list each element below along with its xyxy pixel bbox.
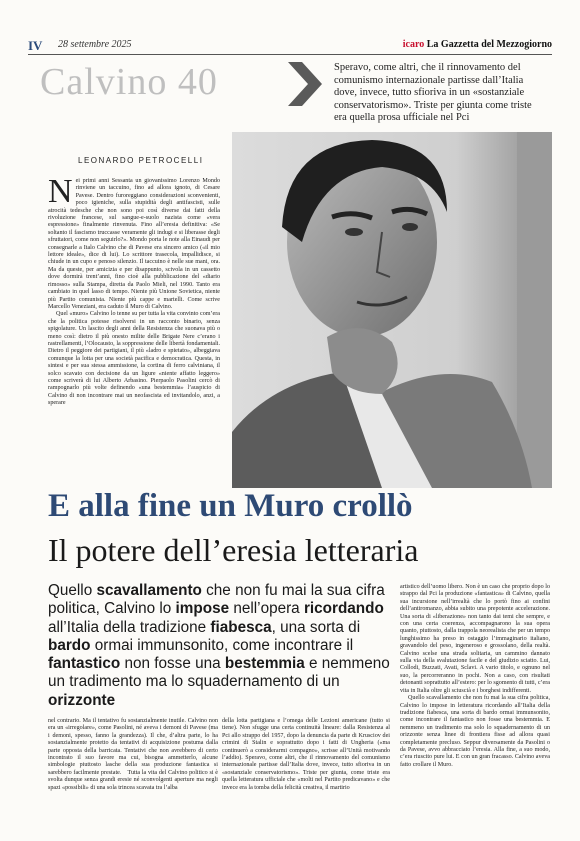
page-header [28, 38, 552, 52]
article-body-bottom-2: della lotta partigiana e l’omega delle Lezioni americane (tutto si tiene). Non sfugge una certa continuità lineare: dalla Resistenza al Pci allo strappo del 1957, dopo la denuncia da parte di Krusciov dei crimini di Stalin e soprattutto dopo i fatti di Ungheria («ma continuerò a considerarmi compagno», scrisse all’Unità motivando l’addio). Speravo, come altri, che il rinnovamento del comunismo internazionale partisse dall’Italia dove, invece, tutto sfioriva in un «sostanziale conservatorismo». Triste per giunta, come triste era quella letteratura ufficiale che «molti nel Partito predicavano» e che invece era la tomba della felicità creativa, il martirio [222, 718, 390, 791]
chevron-right-icon [288, 62, 322, 106]
drop-cap: N [48, 173, 73, 210]
author-byline: LEONARDO PETROCELLI [78, 156, 204, 165]
lead-emphasis: ricordando [303, 600, 384, 618]
lead-text: all’Italia della tradizione [48, 618, 211, 636]
masthead [403, 39, 552, 50]
lead-emphasis: bardo [48, 636, 91, 654]
lead-text: , una sorta di [271, 618, 361, 636]
paragraph: Quello scavallamento che non fu mai la sua cifra politica, Calvino lo impose in letteratura ricordando all’Italia della tradizione fiabesca, una sorta di bardo ormai immunsonito, come incontrare il fantastico non fosse una bestemmia. E nemmeno un tradimento ma solo lo squadernamento di un orizzonte senza linee di frontiera fisse ad allora quasi completamente precluso. Seppur diversamente da Pasolini o da Pavese, avvo abbracciato l’eresia. Alla fine, a suo modo, c’era riuscito pure lui. E con un gran fracasso. Calvino aveva fatto crollare il Muro. [400, 695, 550, 768]
article-body-bottom-1: nel contrario. Ma il tentativo fu sostanzialmente inutile. Calvino non era un «irregolare», come Pasolini, né aveva i demoni di Pavese (ma i demoni, spesso, fanno la grandezza). Il che, d’altra parte, lo ha sostanzialmente protetto da tentativi di acquisizione postuma dalla parte opposta della barricata. Tentativi che non avrebbero di certo incontrato il suo favore ma cui, bisogna ammetterlo, alcune simbologie piuttosto lasche della sua produzione fantastica si sarebbero facilmente prestate. Tutta la vita del Calvino politico si è svolta dunque senza grandi eresie né sconvolgenti aperture ma negli spazi «possibili» di una sola trincea scavata tra l’alba [48, 718, 218, 791]
lead-text: e nemmeno un tradimento ma lo squadernamento di un [48, 655, 390, 691]
article-body-column-1 [48, 173, 220, 408]
section-title: Calvino 40 [40, 61, 218, 103]
masthead-brand: icaro [402, 39, 425, 50]
headline-secondary: Il potere dell’eresia letteraria [48, 532, 419, 568]
portrait-illustration [232, 132, 552, 488]
lead-text: Quello [48, 582, 97, 599]
lead-text: che non fu mai la sua cifra politica, Calvino lo [48, 582, 385, 618]
lead-emphasis: orizzonte [48, 691, 116, 709]
lead-emphasis: impose [175, 600, 230, 618]
masthead-paper: La Gazzetta del Mezzogiorno [424, 39, 552, 50]
lead-paragraph [48, 582, 390, 710]
lead-emphasis: fantastico [48, 655, 121, 673]
portrait-photo [232, 132, 552, 488]
header-rule [28, 54, 552, 55]
pull-quote: Speravo, come altri, che il rinnovamento del comunismo internazionale partisse dall’Italia dove, invece, tutto sfioriva in un «sostanziale conservatorismo». Triste per giunta come triste era quella prosa ufficiale nel Pci [334, 62, 532, 123]
lead-emphasis: scavallamento [96, 582, 202, 599]
lead-emphasis: fiabesca [210, 618, 272, 636]
article-body-column-right [400, 584, 550, 769]
page-number: IV [28, 38, 43, 53]
paragraph: ei primi anni Sessanta un giovanissimo Lorenzo Mondo rinviene un taccuino, fino ad allora ignoto, di Cesare Pavese. Dentro furoreggiano considerazioni sconvenienti, poco igieniche, sulla stupidità degli antifascisti, sulle atrocità tedesche che non sono poi così diverse dai fatti della rivoluzione francese, sul sangue-e-suolo nazista come «vera espressione» finalmente rinvenuta. Fino all’eresia definitiva: «Se soltanto il fascismo truccasse veramente gli indugi e si liberasse degli sfruttatori, come non seguirlo?». Mondo porta le note alla Einaudi per consegnarle a Italo Calvino che di Pavese era sincero amico («il mio lettore ideale», dice di lui). Lo scrittore trasecola, impallidisce, si chiude in un cupo e penoso silenzio. Il taccuino è nelle sue mani, ora. Ma da queste, per amicizia e per disappunto, scivola in un cassetto dove dormirà trent’anni, fino cioè alla pubblicazione del «diario rimosso» sulla Stampa, diretta da Paolo Mieli, nel 1990. Tanto era cambiato in quel lasso di tempo. Niente più Unione Sovietica, niente più Partito comunista. Niente più cappe e martelli. Come scrive Marcello Veneziani, era caduto il Muro di Calvino. [48, 178, 220, 310]
lead-text: nell’opera [229, 600, 304, 618]
lead-text: non fosse una [120, 655, 225, 673]
paragraph: Quel «muro» Calvino lo tenne su per tutta la vita convinto com’era che la politica potesse risolversi in un racconto binario, senza spigolature. Un lascito degli anni della Resistenza che suonava più o meno così: dietro il più onesto milite delle Brigate Nere c’erano i rastrellamenti, l’Olocausto, la soppressione delle libertà fondamentali. Dietro il peggiore dei partigiani, il più «ladro e spietato», albeggiava comunque la lotta per una società pacifica e democratica. Questa, in sintesi e per sua stessa ammissione, la cortina di ferro calviniana, il solco scavato con decisione da un ligure «niente affatto leggero» come scriverà di lui Alberto Arbasino. Pierpaolo Pasolini cercò di rampognarlo più volte definendo «una bestemmia» l’auspicio di Calvino di non incontrare mai un neofascista ed invitandolo, anzi, a sperare [48, 311, 220, 407]
issue-date: 28 settembre 2025 [58, 39, 132, 50]
lead-text: ormai immunsonito, come incontrare il [90, 636, 354, 654]
headline-primary: E alla fine un Muro crollò [48, 488, 413, 524]
paragraph: artistico dell’uomo libero. Non è un caso che proprio dopo lo strappo dal Pci la produzione «fantastica» di Calvino, quella sua incursione nell’irrealtà che lo portò fino ai confini dell’antiromanzo, abbia subito una prepotente accelerazione. Una sorta di «liberazione» non tanto dai temi che sempre, e con una certa coerenza, accompagnarono la sua opera quanto, piuttosto, dalla trappola neorealista che per un tempo lunghissimo ha preso in ostaggio l’immaginario italiano, gravandolo del peso, ingeneroso e grossolano, della realtà. Calvino scelse una strada solitaria, un cammino dannato sulla via della svalutazione facile e del giudizio sciatto. Lui, Collodi, Buzzati, Avati, Sclavi. A vario titolo, e ognuno nel suo, la percorreranno in pochi. Non a caso, con risultati detonanti soprattutto all’estero: per lo sgomento di tutti, c’era vita in Italia oltre gli sciuscià e i borghesi indifferenti. [400, 584, 550, 694]
lead-emphasis: bestemmia [224, 655, 305, 673]
